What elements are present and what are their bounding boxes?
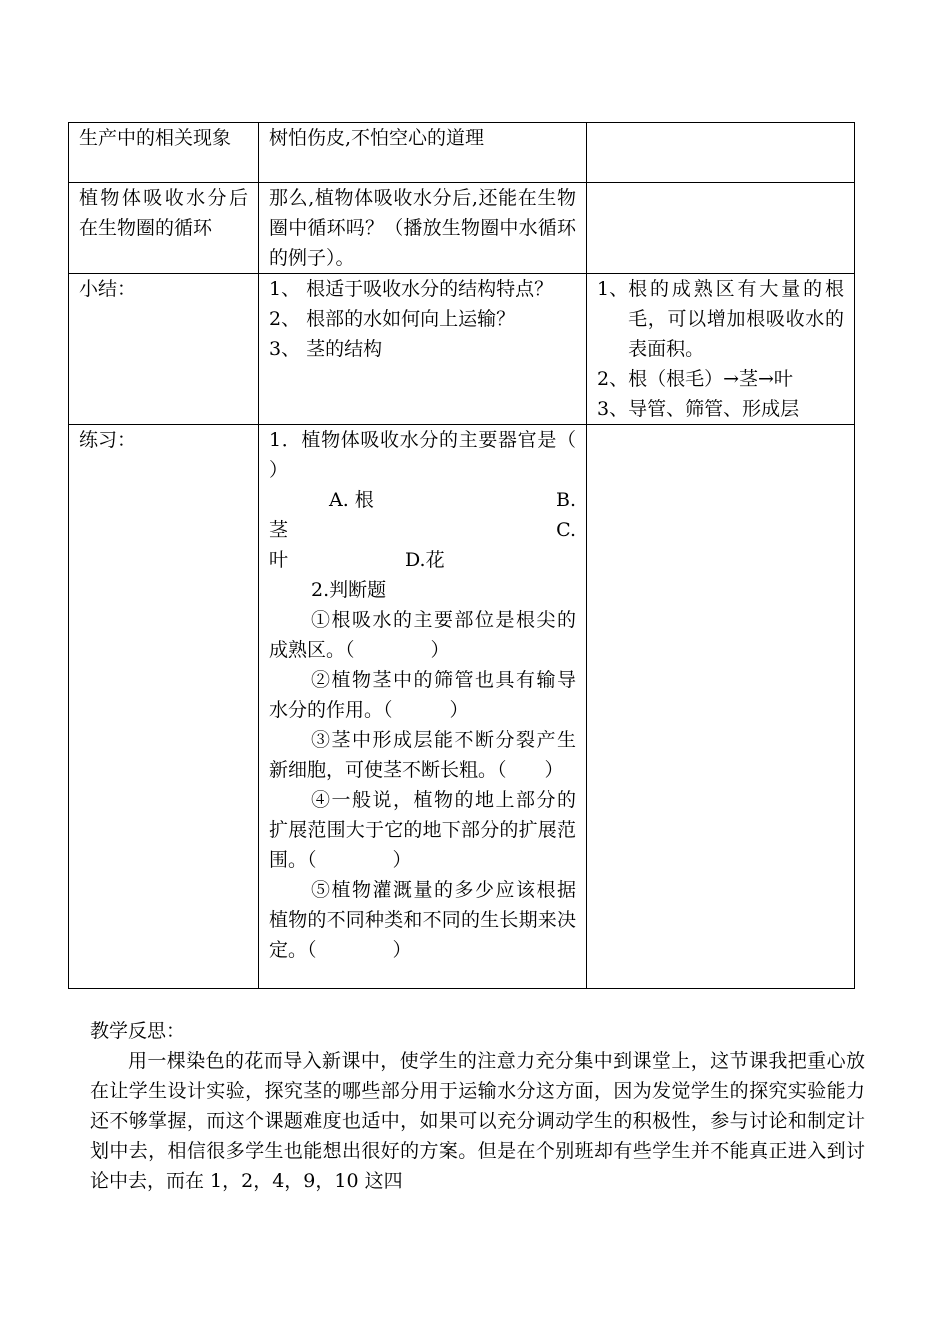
option-a: A. 根 [329, 489, 374, 511]
row-label-cell: 植物体吸收水分后在生物圈的循环 [69, 183, 259, 274]
question-1-options [269, 485, 576, 575]
summary-answers-cell [587, 274, 855, 425]
list-item [597, 274, 844, 364]
list-text: 根的成熟区有大量的根毛，可以增加根吸收水的表面积。 [628, 278, 844, 360]
list-number: 1、 [597, 278, 629, 300]
content-cell: 那么,植物体吸收水分后,还能在生物圈中循环吗？（播放生物圈中水循环的例子）。 [259, 183, 587, 274]
judgement-item: ③茎中形成层能不断分裂产生新细胞，可使茎不断长粗。（ ） [269, 729, 576, 781]
reflection-title: 教学反思： [90, 1020, 186, 1042]
list-text: 导管、筛管、形成层 [628, 398, 800, 420]
question-2-title: 2.判断题 [311, 579, 387, 601]
list-item [269, 334, 576, 364]
judgement-item: ①根吸水的主要部位是根尖的成熟区。（ ） [269, 609, 576, 661]
question-1: 1．植物体吸收水分的主要器官是（ ） [269, 429, 653, 481]
lesson-plan-table [68, 122, 855, 989]
list-text: 根部的水如何向上运输？ [306, 308, 516, 330]
exercise-cell [259, 425, 653, 989]
list-item [269, 274, 576, 304]
option-b: B. [555, 489, 576, 511]
list-item [597, 394, 844, 424]
teaching-reflection [90, 1016, 865, 1196]
list-text: 根（根毛）→茎→叶 [628, 368, 793, 390]
row-label-cell: 小结： [69, 274, 259, 425]
row-label-cell: 生产中的相关现象 [69, 123, 259, 183]
notes-cell [587, 183, 855, 274]
table-row [69, 183, 855, 274]
list-number: 2、 [269, 308, 307, 330]
table-row [69, 425, 855, 989]
list-text: 茎的结构 [306, 338, 383, 360]
row-label-cell: 练习： [69, 425, 259, 989]
reflection-body: 用一棵染色的花而导入新课中，使学生的注意力充分集中到课堂上，这节课我把重心放在让学生设计实验，探究茎的哪些部分用于运输水分这方面，因为发觉学生的探究实验能力还不够掌握，而这个课题难度也适中，如果可以充分调动学生的积极性，参与讨论和制定计划中去，相信很多学生也能想出很好的方案。但是在个别班却有些学生并不能真正进入到讨论中去，而在 1，2，4，9，10 这四 [90, 1050, 865, 1192]
judgement-item: ②植物茎中的筛管也具有输导水分的作用。（ ） [269, 669, 576, 721]
table-row [69, 123, 855, 183]
notes-cell [587, 425, 855, 989]
list-number: 3、 [597, 398, 629, 420]
list-number: 2、 [597, 368, 629, 390]
list-number: 3、 [269, 338, 307, 360]
list-number: 1、 [269, 278, 307, 300]
list-text: 根适于吸收水分的结构特点？ [306, 278, 554, 300]
content-cell: 树怕伤皮,不怕空心的道理 [259, 123, 587, 183]
option-c-text: 叶 [269, 549, 289, 571]
judgement-item: ④一般说，植物的地上部分的扩展范围大于它的地下部分的扩展范围。（ ） [269, 789, 576, 871]
table-row [69, 274, 855, 425]
list-item [269, 304, 576, 334]
list-item [597, 364, 844, 394]
option-c: C. [556, 519, 576, 541]
summary-questions-cell [259, 274, 587, 425]
notes-cell [587, 123, 855, 183]
option-b-text: 茎 [269, 519, 289, 541]
judgement-item: ⑤植物灌溉量的多少应该根据植物的不同种类和不同的生长期来决定。（ ） [269, 879, 576, 961]
option-d: D.花 [405, 549, 445, 571]
